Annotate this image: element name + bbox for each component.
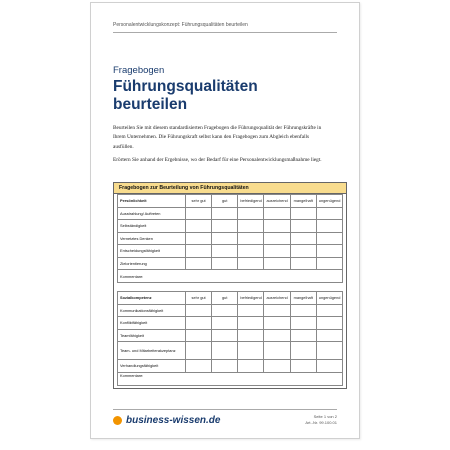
rating-cell[interactable] xyxy=(290,342,316,360)
criterion-label: Verhandlungsfähigkeit xyxy=(118,360,186,373)
table-header-row xyxy=(118,195,343,208)
section-label: Persönlichkeit xyxy=(118,195,186,208)
rating-cell[interactable] xyxy=(316,220,342,233)
rating-cell[interactable] xyxy=(238,232,264,245)
rating-cell[interactable] xyxy=(212,257,238,270)
table-row xyxy=(118,245,343,258)
section-label: Sozialkompetenz xyxy=(118,292,186,305)
intro-paragraph-2: Erörtern Sie anhand der Ergebnisse, wo der Bedarf für eine Personalentwicklungsmaßnahme liegt. xyxy=(113,157,322,164)
brand-logo xyxy=(113,415,220,426)
rating-cell[interactable] xyxy=(238,257,264,270)
rating-cell[interactable] xyxy=(238,220,264,233)
rating-cell[interactable] xyxy=(186,245,212,258)
rating-cell[interactable] xyxy=(316,317,342,330)
criterion-label: Selbständigkeit xyxy=(118,220,186,233)
rating-cell[interactable] xyxy=(186,342,212,360)
rating-cell[interactable] xyxy=(290,220,316,233)
title-line-2: beurteilen xyxy=(113,95,188,113)
rating-header: befriedigend xyxy=(238,292,264,305)
table-row xyxy=(118,342,343,360)
comments-field[interactable]: Kommentare: xyxy=(118,270,343,283)
rating-cell[interactable] xyxy=(238,304,264,317)
rating-cell[interactable] xyxy=(316,304,342,317)
rating-cell[interactable] xyxy=(186,329,212,342)
comments-field[interactable]: Kommentare: xyxy=(118,372,343,385)
rating-cell[interactable] xyxy=(212,220,238,233)
rating-header: ausreichend xyxy=(264,195,290,208)
table-row xyxy=(118,220,343,233)
rating-cell[interactable] xyxy=(290,329,316,342)
rating-cell[interactable] xyxy=(212,317,238,330)
table-row xyxy=(118,232,343,245)
rating-cell[interactable] xyxy=(264,360,290,373)
questionnaire-form xyxy=(113,182,347,389)
rating-cell[interactable] xyxy=(238,342,264,360)
rating-cell[interactable] xyxy=(238,360,264,373)
rating-cell[interactable] xyxy=(264,245,290,258)
rating-cell[interactable] xyxy=(316,342,342,360)
document-page xyxy=(90,2,360,439)
rating-cell[interactable] xyxy=(316,232,342,245)
criterion-label: Teamfähigkeit xyxy=(118,329,186,342)
rating-cell[interactable] xyxy=(264,304,290,317)
rating-cell[interactable] xyxy=(290,207,316,220)
table-row xyxy=(118,329,343,342)
rating-header: sehr gut xyxy=(186,195,212,208)
rating-cell[interactable] xyxy=(212,232,238,245)
section-gap xyxy=(114,283,346,291)
rating-cell[interactable] xyxy=(212,360,238,373)
rating-cell[interactable] xyxy=(290,245,316,258)
rating-cell[interactable] xyxy=(290,317,316,330)
table-row xyxy=(118,304,343,317)
rating-cell[interactable] xyxy=(316,245,342,258)
rating-header: befriedigend xyxy=(238,195,264,208)
rating-header: sehr gut xyxy=(186,292,212,305)
rating-cell[interactable] xyxy=(238,207,264,220)
rating-cell[interactable] xyxy=(238,317,264,330)
title-line-1: Führungsqualitäten xyxy=(113,78,258,95)
criterion-label: Ausstrahlung/ Auftreten xyxy=(118,207,186,220)
rating-cell[interactable] xyxy=(212,207,238,220)
criterion-label: Team- und Mitarbeiterakzeptanz xyxy=(118,342,186,360)
rating-cell[interactable] xyxy=(186,317,212,330)
brand-dot-icon xyxy=(113,416,122,425)
rating-header: gut xyxy=(212,195,238,208)
rating-cell[interactable] xyxy=(212,304,238,317)
table-row xyxy=(118,257,343,270)
document-title xyxy=(113,78,258,113)
criterion-label: Konfliktfähigkeit xyxy=(118,317,186,330)
section-social-table xyxy=(117,291,343,386)
rating-cell[interactable] xyxy=(264,220,290,233)
section-personality-table xyxy=(117,194,343,283)
header-divider xyxy=(113,32,337,33)
document-kicker: Fragebogen xyxy=(113,65,165,76)
rating-header: mangelhaft xyxy=(290,292,316,305)
criterion-label: Vernetztes Denken xyxy=(118,232,186,245)
rating-cell[interactable] xyxy=(264,207,290,220)
table-header-row xyxy=(118,292,343,305)
comments-row xyxy=(118,372,343,385)
rating-cell[interactable] xyxy=(186,232,212,245)
article-number: Art.-Nr. 99.100.01 xyxy=(305,420,337,425)
rating-cell[interactable] xyxy=(264,342,290,360)
page-info xyxy=(305,414,337,426)
rating-header: mangelhaft xyxy=(290,195,316,208)
rating-header: ungenügend xyxy=(316,195,342,208)
rating-cell[interactable] xyxy=(290,232,316,245)
comments-row xyxy=(118,270,343,283)
rating-cell[interactable] xyxy=(290,304,316,317)
rating-cell[interactable] xyxy=(264,329,290,342)
rating-cell[interactable] xyxy=(264,257,290,270)
table-row xyxy=(118,360,343,373)
criterion-label: Kommunikationsfähigkeit xyxy=(118,304,186,317)
intro-paragraph-1: Beurteilen Sie mit diesem standardisierten Fragebogen die Führungsqualität der Führungskräfte in Ihrem Unternehmen. Die Führungskraft selbst kann den Fragebogen zum Abgleich ebenfalls ausfüllen. xyxy=(113,125,322,150)
brand-name: business-wissen.de xyxy=(126,415,221,426)
rating-cell[interactable] xyxy=(238,329,264,342)
rating-cell[interactable] xyxy=(316,329,342,342)
rating-cell[interactable] xyxy=(316,257,342,270)
rating-cell[interactable] xyxy=(212,342,238,360)
rating-cell[interactable] xyxy=(290,360,316,373)
criterion-label: Zielorientierung xyxy=(118,257,186,270)
rating-cell[interactable] xyxy=(186,207,212,220)
footer-divider xyxy=(113,409,337,410)
rating-cell[interactable] xyxy=(212,329,238,342)
rating-cell[interactable] xyxy=(186,257,212,270)
rating-cell[interactable] xyxy=(212,245,238,258)
table-row xyxy=(118,317,343,330)
intro-text xyxy=(113,124,323,170)
rating-cell[interactable] xyxy=(316,207,342,220)
rating-cell[interactable] xyxy=(186,220,212,233)
rating-cell[interactable] xyxy=(264,232,290,245)
rating-cell[interactable] xyxy=(316,360,342,373)
rating-header: gut xyxy=(212,292,238,305)
criterion-label: Entscheidungsfähigkeit xyxy=(118,245,186,258)
page-number: Seite 1 von 2 xyxy=(313,414,337,419)
table-row xyxy=(118,207,343,220)
form-title: Fragebogen zur Beurteilung von Führungsqualitäten xyxy=(114,183,346,194)
rating-cell[interactable] xyxy=(290,257,316,270)
rating-header: ausreichend xyxy=(264,292,290,305)
rating-cell[interactable] xyxy=(238,245,264,258)
rating-cell[interactable] xyxy=(186,360,212,373)
running-header: Personalentwicklungskonzept: Führungsqualitäten beurteilen xyxy=(113,22,248,28)
rating-cell[interactable] xyxy=(264,317,290,330)
rating-header: ungenügend xyxy=(316,292,342,305)
rating-cell[interactable] xyxy=(186,304,212,317)
